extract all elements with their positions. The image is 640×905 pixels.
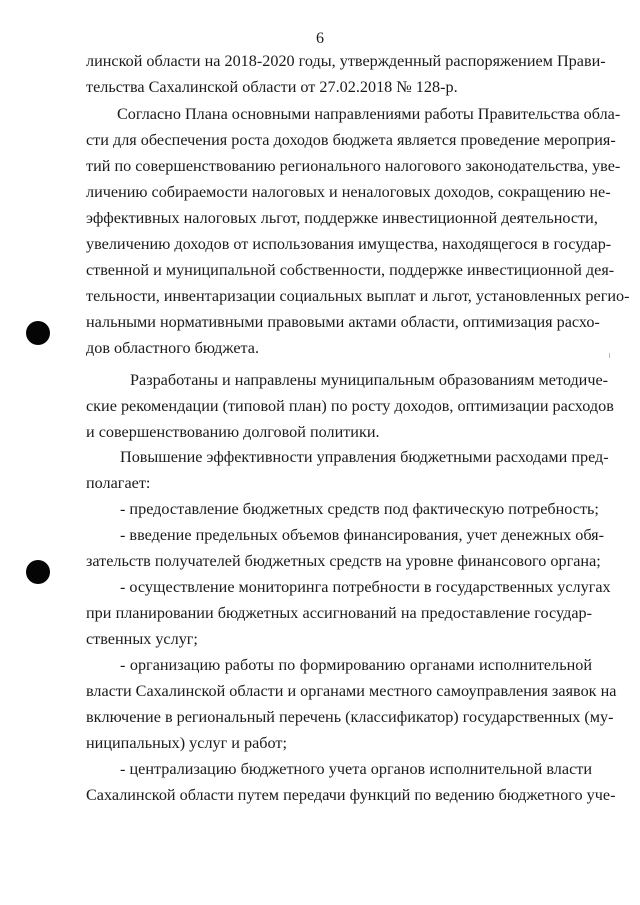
margin-mark [609,353,610,358]
list-item-line: ниципальных) услуг и работ; [86,734,287,752]
text-line: личению собираемости налоговых и неналоговых доходов, сокращению не- [86,183,611,201]
text-line: тий по совершенствованию регионального налогового законодательства, уве- [86,157,621,175]
page-number: 6 [316,30,324,47]
punch-hole-top [26,321,50,345]
text-line: ские рекомендации (типовой план) по росту доходов, оптимизации расходов [86,397,614,415]
list-item-line: Сахалинской области путем передачи функций по ведению бюджетного уче- [86,786,616,804]
text-line: увеличению доходов от использования имущества, находящегося в государ- [86,235,612,253]
list-item-line: ственных услуг; [86,630,198,648]
text-line: полагает: [86,474,151,492]
list-item-line: - централизацию бюджетного учета органов исполнительной власти [120,760,592,778]
text-line: эффективных налоговых льгот, поддержке инвестиционной деятельности, [86,209,598,227]
text-line: Согласно Плана основными направлениями работы Правительства обла- [117,105,621,123]
list-item-line: зательств получателей бюджетных средств на уровне финансового органа; [86,552,601,570]
list-item-line: власти Сахалинской области и органами местного самоуправления заявок на [86,682,617,700]
list-item-line: - организацию работы по формированию органами исполнительной [120,656,592,674]
text-line: тельности, инвентаризации социальных выплат и льгот, установленных регио- [86,287,630,305]
list-item-line: - предоставление бюджетных средств под фактическую потребность; [120,500,599,518]
list-item-line: - введение предельных объемов финансирования, учет денежных обя- [120,526,604,544]
text-line: нальными нормативными правовыми актами области, оптимизация расхо- [86,313,600,331]
text-line: сти для обеспечения роста доходов бюджета является проведение мероприя- [86,131,616,149]
list-item-line: - осуществление мониторинга потребности в государственных услугах [120,578,611,596]
text-line: Повышение эффективности управления бюджетными расходами пред- [120,448,609,466]
text-line: тельства Сахалинской области от 27.02.2018 № 128-р. [86,78,458,96]
text-line: и совершенствованию долговой политики. [86,423,380,441]
list-item-line: включение в региональный перечень (классификатор) государственных (му- [86,708,614,726]
text-line: ственной и муниципальной собственности, поддержке инвестиционной дея- [86,261,615,279]
list-item-line: при планировании бюджетных ассигнований на предоставление государ- [86,604,592,622]
text-line: Разработаны и направлены муниципальным образованиям методиче- [130,371,609,389]
punch-hole-bottom [26,560,50,584]
text-line: линской области на 2018-2020 годы, утвержденный распоряжением Прави- [86,52,606,70]
text-line: дов областного бюджета. [86,339,260,357]
